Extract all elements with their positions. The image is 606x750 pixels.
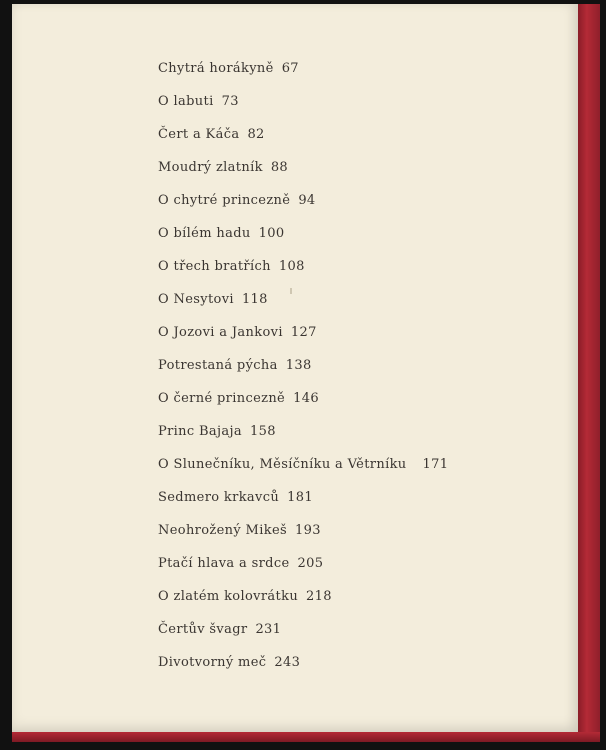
toc-entry-title: O Nesytovi xyxy=(158,292,234,307)
toc-entry xyxy=(158,259,305,275)
toc-entry-page: 67 xyxy=(281,61,299,76)
toc-entry xyxy=(158,292,268,308)
toc-entry xyxy=(158,523,321,539)
toc-entry-page: 193 xyxy=(295,523,321,538)
toc-entry-page: 146 xyxy=(293,391,319,406)
toc-entry xyxy=(158,556,323,572)
toc-entry-title: O Slunečníku, Měsíčníku a Větrníku xyxy=(158,457,407,472)
book-cover-edge xyxy=(578,4,600,732)
toc-entry-page: 88 xyxy=(270,160,289,175)
toc-entry-page: 171 xyxy=(422,457,449,472)
toc-entry xyxy=(158,193,316,209)
toc-entry-page: 82 xyxy=(247,127,265,142)
toc-entry-page: 218 xyxy=(306,589,332,604)
toc-entry-page: 138 xyxy=(285,358,312,373)
toc-entry-page: 127 xyxy=(290,325,317,340)
toc-entry-page: 100 xyxy=(258,226,285,241)
toc-entry xyxy=(158,61,299,77)
toc-entry xyxy=(158,457,448,473)
toc-entry xyxy=(158,622,281,638)
toc-entry xyxy=(158,589,332,605)
toc-entry-title: Čert a Káča xyxy=(158,127,240,142)
toc-entry-page: 243 xyxy=(274,655,301,670)
toc-entry xyxy=(158,391,319,407)
toc-entry-page: 231 xyxy=(255,622,282,637)
toc-entry-title: Ptačí hlava a srdce xyxy=(158,556,290,571)
toc-entry xyxy=(158,226,284,242)
toc-entry xyxy=(158,358,312,374)
toc-entry-page: 181 xyxy=(287,490,313,505)
toc-entry-title: Princ Bajaja xyxy=(158,424,242,439)
toc-entry-title: Čertův švagr xyxy=(158,622,248,637)
book-cover-bottom-edge xyxy=(12,732,600,742)
toc-entry xyxy=(158,94,239,110)
toc-entry-page: 73 xyxy=(221,94,239,109)
toc-entry-title: Neohrožený Mikeš xyxy=(158,523,288,538)
toc-entry-title: O třech bratřích xyxy=(158,259,271,274)
toc-entry-title: O černé princezně xyxy=(158,391,286,406)
toc-entry-page: 158 xyxy=(249,424,276,439)
page-smudge xyxy=(290,288,292,294)
toc-entry xyxy=(158,325,317,341)
toc-entry-page: 108 xyxy=(278,259,305,274)
toc-entry-page: 205 xyxy=(297,556,324,571)
toc-entry-title: Moudrý zlatník xyxy=(158,160,263,175)
toc-entry xyxy=(158,127,265,143)
toc-entry xyxy=(158,160,288,176)
toc-entry-title: O chytré princezně xyxy=(158,193,291,208)
toc-entry-title: Divotvorný meč xyxy=(158,655,267,670)
toc-entry xyxy=(158,424,276,440)
toc-entry-title: O bílém hadu xyxy=(158,226,251,241)
toc-entry-page: 118 xyxy=(241,292,268,307)
toc-entry xyxy=(158,490,313,506)
toc-entry xyxy=(158,655,300,671)
toc-entry-title: Chytrá horákyně xyxy=(158,61,274,76)
toc-entry-title: Potrestaná pýcha xyxy=(158,358,278,373)
toc-entry-title: O Jozovi a Jankovi xyxy=(158,325,283,340)
toc-entry-page: 94 xyxy=(298,193,316,208)
toc-entry-title: O zlatém kolovrátku xyxy=(158,589,299,604)
toc-entry-title: O labuti xyxy=(158,94,214,109)
toc-entry-title: Sedmero krkavců xyxy=(158,490,280,505)
